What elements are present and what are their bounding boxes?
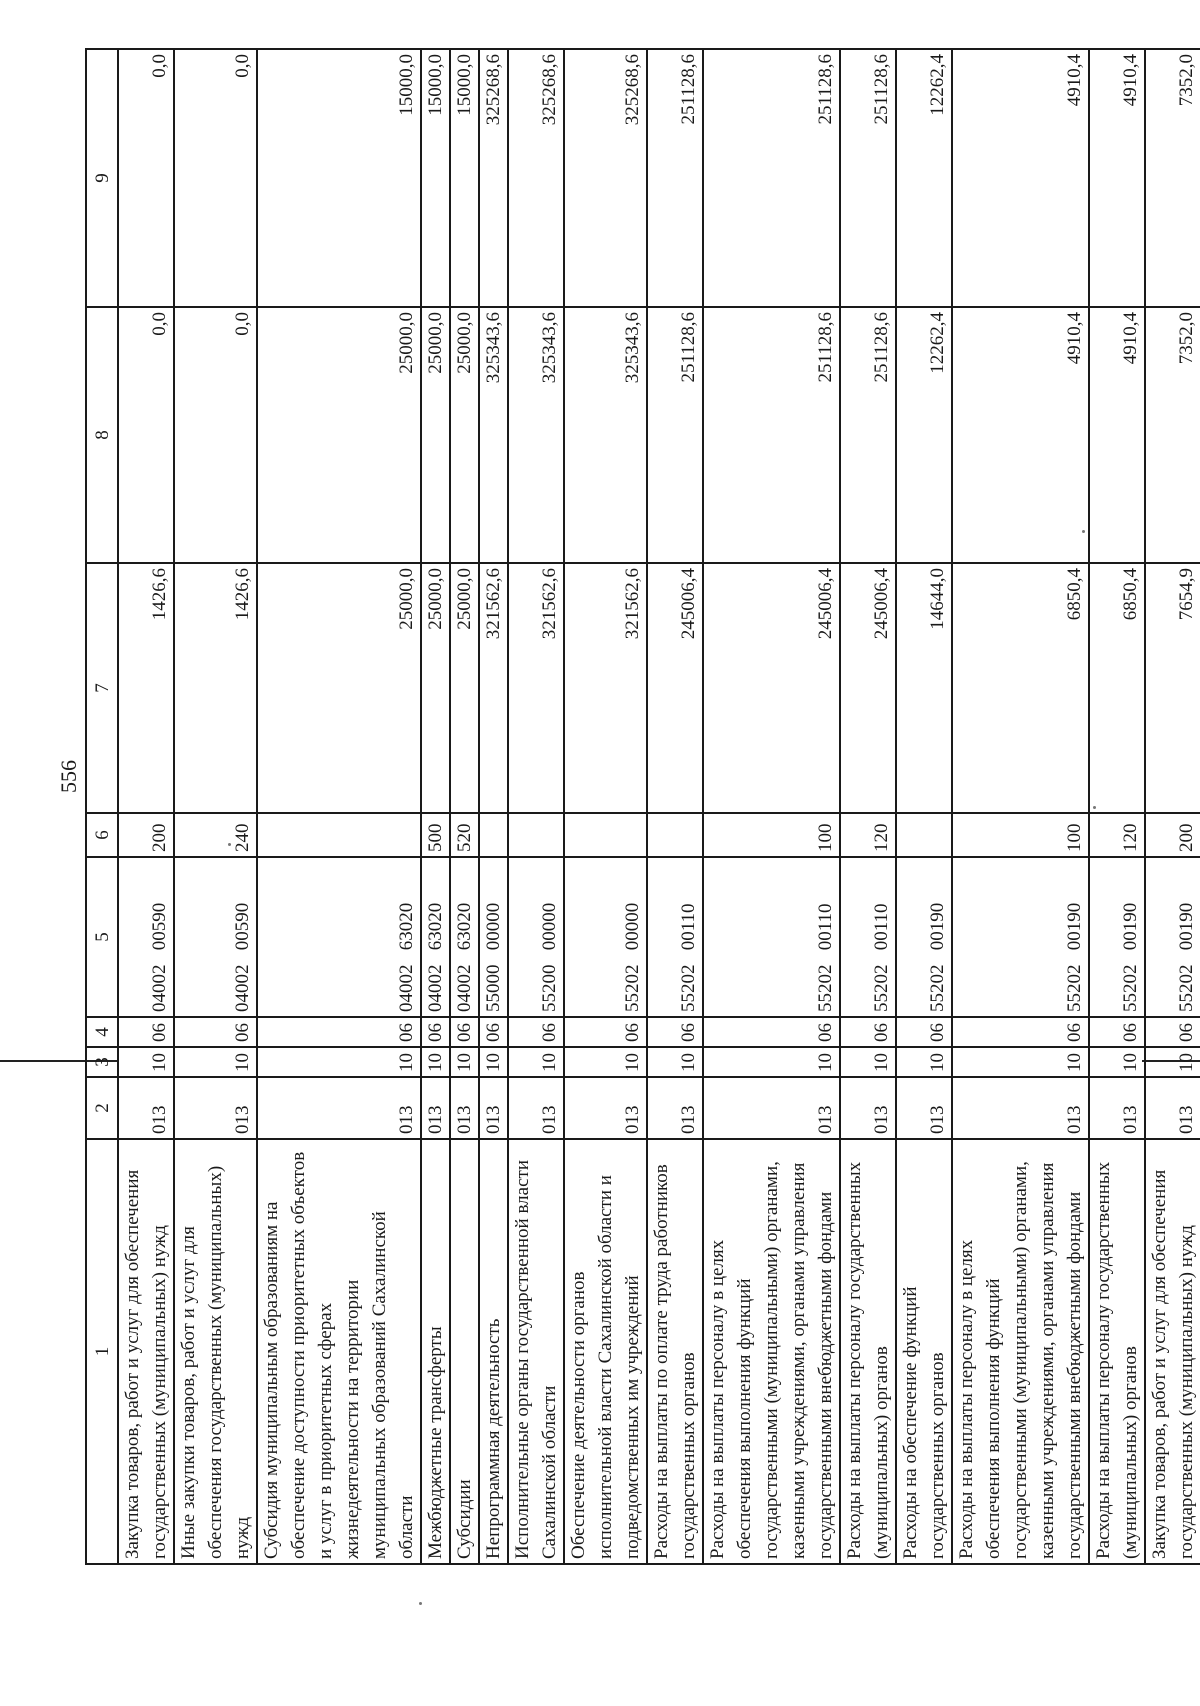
amount-cell: 325268,6 (508, 49, 564, 307)
section-cell: 10 (952, 1047, 1089, 1077)
section-cell: 10 (421, 1047, 450, 1077)
table-row (508, 49, 564, 1564)
amount-cell: 321562,6 (564, 563, 647, 813)
header-cell: 2 (86, 1077, 118, 1139)
header-row (86, 49, 118, 1564)
row-name-cell: Расходы на обеспечение функций государственных органов (896, 1139, 952, 1564)
amount-cell: 4910,4 (1089, 49, 1145, 307)
expense-type-cell: 100 (952, 813, 1089, 857)
subsection-cell: 06 (647, 1017, 703, 1047)
amount-cell: 14644,0 (896, 563, 952, 813)
subsection-cell: 06 (508, 1017, 564, 1047)
table-row (118, 49, 174, 1564)
amount-cell: 25000,0 (257, 307, 421, 563)
expense-type-cell: 200 (1145, 813, 1200, 857)
admin-code-cell: 013 (118, 1077, 174, 1139)
row-name-cell: Субсидии (450, 1139, 479, 1564)
amount-cell: 251128,6 (647, 49, 703, 307)
expense-type-cell (647, 813, 703, 857)
subsection-cell: 06 (421, 1017, 450, 1047)
table-row (257, 49, 421, 1564)
header-cell: 6 (86, 813, 118, 857)
amount-cell: 4910,4 (952, 49, 1089, 307)
subsection-cell: 06 (840, 1017, 896, 1047)
amount-cell: 15000,0 (421, 49, 450, 307)
amount-cell: 325268,6 (564, 49, 647, 307)
section-cell: 10 (1145, 1047, 1200, 1077)
header-cell: 3 (86, 1047, 118, 1077)
expense-type-cell (257, 813, 421, 857)
subsection-cell: 06 (450, 1017, 479, 1047)
target-article-cell: 55202 00110 (840, 857, 896, 1017)
amount-cell: 6850,4 (1089, 563, 1145, 813)
amount-cell: 251128,6 (840, 307, 896, 563)
header-cell: 5 (86, 857, 118, 1017)
amount-cell: 325268,6 (479, 49, 508, 307)
table-row (450, 49, 479, 1564)
header-cell: 4 (86, 1017, 118, 1047)
section-cell: 10 (1089, 1047, 1145, 1077)
expense-type-cell: 500 (421, 813, 450, 857)
amount-cell: 25000,0 (257, 563, 421, 813)
target-article-cell: 55200 00000 (508, 857, 564, 1017)
expense-type-cell: 520 (450, 813, 479, 857)
section-cell: 10 (840, 1047, 896, 1077)
amount-cell: 25000,0 (450, 563, 479, 813)
amount-cell: 25000,0 (421, 563, 450, 813)
admin-code-cell: 013 (1145, 1077, 1200, 1139)
table-row (647, 49, 703, 1564)
row-name-cell: Расходы на выплаты по оплате труда работников государственных органов (647, 1139, 703, 1564)
table-row (479, 49, 508, 1564)
admin-code-cell: 013 (840, 1077, 896, 1139)
admin-code-cell: 013 (174, 1077, 257, 1139)
row-name-cell: Иные закупки товаров, работ и услуг для обеспечения государственных (муниципальных) нужд (174, 1139, 257, 1564)
expense-type-cell (564, 813, 647, 857)
amount-cell: 245006,4 (840, 563, 896, 813)
section-cell: 10 (479, 1047, 508, 1077)
admin-code-cell: 013 (1089, 1077, 1145, 1139)
target-article-cell: 55000 00000 (479, 857, 508, 1017)
row-name-cell: Расходы на выплаты персоналу в целях обеспечения выполнения функций государственными (муниципальными) органами, казенными учреждениями, органами управления государственными внебюджетными фондами (703, 1139, 840, 1564)
table-row (840, 49, 896, 1564)
target-article-cell: 55202 00190 (1145, 857, 1200, 1017)
subsection-cell: 06 (479, 1017, 508, 1047)
expense-type-cell: 100 (703, 813, 840, 857)
scan-speck (419, 1602, 422, 1605)
row-name-cell: Межбюджетные трансферты (421, 1139, 450, 1564)
admin-code-cell: 013 (952, 1077, 1089, 1139)
table-row (1089, 49, 1145, 1564)
header-cell: 1 (86, 1139, 118, 1564)
target-article-cell: 55202 00190 (1089, 857, 1145, 1017)
amount-cell: 25000,0 (421, 307, 450, 563)
amount-cell: 0,0 (174, 49, 257, 307)
budget-table (85, 48, 1200, 1565)
amount-cell: 321562,6 (508, 563, 564, 813)
amount-cell: 12262,4 (896, 307, 952, 563)
row-name-cell: Закупка товаров, работ и услуг для обеспечения государственных (муниципальных) нужд (1145, 1139, 1200, 1564)
amount-cell: 325343,6 (479, 307, 508, 563)
amount-cell: 0,0 (118, 49, 174, 307)
amount-cell: 245006,4 (647, 563, 703, 813)
subsection-cell: 06 (1089, 1017, 1145, 1047)
amount-cell: 251128,6 (703, 307, 840, 563)
expense-type-cell: 200 (118, 813, 174, 857)
admin-code-cell: 013 (896, 1077, 952, 1139)
table-row (896, 49, 952, 1564)
expense-type-cell (896, 813, 952, 857)
section-cell: 10 (257, 1047, 421, 1077)
amount-cell: 325343,6 (508, 307, 564, 563)
admin-code-cell: 013 (564, 1077, 647, 1139)
expense-type-cell (479, 813, 508, 857)
amount-cell: 1426,6 (118, 563, 174, 813)
expense-type-cell: 120 (840, 813, 896, 857)
header-cell: 7 (86, 563, 118, 813)
amount-cell: 251128,6 (647, 307, 703, 563)
header-cell: 9 (86, 49, 118, 307)
row-name-cell: Непрограммная деятельность (479, 1139, 508, 1564)
section-cell: 10 (703, 1047, 840, 1077)
admin-code-cell: 013 (421, 1077, 450, 1139)
section-cell: 10 (174, 1047, 257, 1077)
target-article-cell: 55202 00110 (647, 857, 703, 1017)
amount-cell: 251128,6 (703, 49, 840, 307)
admin-code-cell: 013 (508, 1077, 564, 1139)
amount-cell: 15000,0 (257, 49, 421, 307)
amount-cell: 4910,4 (952, 307, 1089, 563)
subsection-cell: 06 (703, 1017, 840, 1047)
amount-cell: 6850,4 (952, 563, 1089, 813)
subsection-cell: 06 (1145, 1017, 1200, 1047)
target-article-cell: 04002 63020 (421, 857, 450, 1017)
amount-cell: 15000,0 (450, 49, 479, 307)
admin-code-cell: 013 (257, 1077, 421, 1139)
admin-code-cell: 013 (450, 1077, 479, 1139)
page-number: 556 (56, 760, 81, 793)
subsection-cell: 06 (257, 1017, 421, 1047)
amount-cell: 0,0 (118, 307, 174, 563)
subsection-cell: 06 (174, 1017, 257, 1047)
subsection-cell: 06 (952, 1017, 1089, 1047)
amount-cell: 4910,4 (1089, 307, 1145, 563)
amount-cell: 25000,0 (450, 307, 479, 563)
row-name-cell: Расходы на выплаты персоналу государственных (муниципальных) органов (840, 1139, 896, 1564)
table-body (86, 49, 1200, 1564)
target-article-cell: 55202 00190 (952, 857, 1089, 1017)
expense-type-cell: 240 (174, 813, 257, 857)
budget-table-rotated (85, 50, 1200, 1565)
subsection-cell: 06 (896, 1017, 952, 1047)
table-row (703, 49, 840, 1564)
row-name-cell: Расходы на выплаты персоналу в целях обеспечения выполнения функций государственными (муниципальными) органами, казенными учреждениями, органами управления государственными внебюджетными фондами (952, 1139, 1089, 1564)
table-row (174, 49, 257, 1564)
section-cell: 10 (118, 1047, 174, 1077)
target-article-cell: 55202 00190 (896, 857, 952, 1017)
target-article-cell: 04002 00590 (174, 857, 257, 1017)
row-name-cell: Обеспечение деятельности органов исполнительной власти Сахалинской области и подведомственных им учреждений (564, 1139, 647, 1564)
admin-code-cell: 013 (703, 1077, 840, 1139)
target-article-cell: 04002 00590 (118, 857, 174, 1017)
amount-cell: 325343,6 (564, 307, 647, 563)
table-row (952, 49, 1089, 1564)
amount-cell: 245006,4 (703, 563, 840, 813)
expense-type-cell: 120 (1089, 813, 1145, 857)
section-cell: 10 (896, 1047, 952, 1077)
section-cell: 10 (450, 1047, 479, 1077)
amount-cell: 7352,0 (1145, 307, 1200, 563)
amount-cell: 12262,4 (896, 49, 952, 307)
target-article-cell: 04002 63020 (257, 857, 421, 1017)
admin-code-cell: 013 (647, 1077, 703, 1139)
table-row (564, 49, 647, 1564)
amount-cell: 1426,6 (174, 563, 257, 813)
target-article-cell: 55202 00000 (564, 857, 647, 1017)
target-article-cell: 04002 63020 (450, 857, 479, 1017)
row-name-cell: Субсидия муниципальным образованиям на обеспечение доступности приоритетных объектов и услуг в приоритетных сферах жизнедеятельности на территории муниципальных образований Сахалинской области (257, 1139, 421, 1564)
expense-type-cell (508, 813, 564, 857)
row-name-cell: Исполнительные органы государственной власти Сахалинской области (508, 1139, 564, 1564)
amount-cell: 0,0 (174, 307, 257, 563)
amount-cell: 7352,0 (1145, 49, 1200, 307)
amount-cell: 251128,6 (840, 49, 896, 307)
table-row (421, 49, 450, 1564)
section-cell: 10 (508, 1047, 564, 1077)
subsection-cell: 06 (118, 1017, 174, 1047)
section-cell: 10 (647, 1047, 703, 1077)
amount-cell: 7654,9 (1145, 563, 1200, 813)
header-cell: 8 (86, 307, 118, 563)
section-cell: 10 (564, 1047, 647, 1077)
target-article-cell: 55202 00110 (703, 857, 840, 1017)
table-row (1145, 49, 1200, 1564)
amount-cell: 321562,6 (479, 563, 508, 813)
admin-code-cell: 013 (479, 1077, 508, 1139)
row-name-cell: Закупка товаров, работ и услуг для обеспечения государственных (муниципальных) нужд (118, 1139, 174, 1564)
subsection-cell: 06 (564, 1017, 647, 1047)
row-name-cell: Расходы на выплаты персоналу государственных (муниципальных) органов (1089, 1139, 1145, 1564)
